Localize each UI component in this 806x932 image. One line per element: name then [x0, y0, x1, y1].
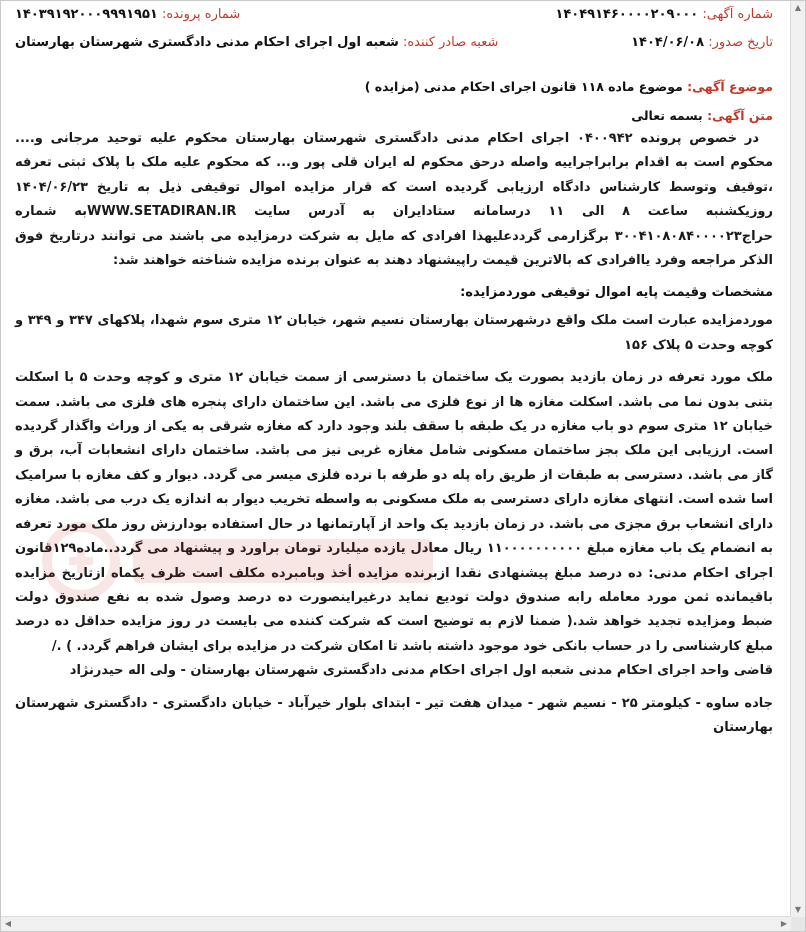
ad-page — [1, 1, 791, 917]
subject-value: موضوع ماده ۱۱۸ قانون اجرای احکام مدنی (مزایده ) — [364, 79, 683, 94]
body-label-line — [15, 108, 773, 123]
body-label: متن آگهی: — [707, 108, 773, 123]
issuer-field — [15, 33, 498, 53]
paragraph-intro: در خصوص پرونده ۰۴۰۰۹۴۲ اجرای احکام مدنی دادگستری شهرستان بهارستان محکوم علیه توحید مرجانی و.... محکوم است به اقدام برابراجراییه واصله درحق محکوم له ایران قلی پور و... که محکوم علیه ملک با پلاک ثبتی تعرفه ،توقیف وتوسط کارشناس دادگاه ارزیابی گردیده است که قرار مزایده اموال توقیفی ذیل به تاریخ ۱۴۰۴/۰۶/۲۳ روزیکشنبه ساعت ۸ الی ۱۱ درسامانه ستادایران به آدرس سایت WWW.SETADIRAN.IRبه شماره حراج۳۰۰۴۱۰۸۰۸۴۰۰۰۰۲۳ برگزارمی گرددعلیهذا افرادی که مایل به شرکت درمزایده می باشند می توانند درتاریخ فوق الذکر مراجعه وفرد یاافرادی که بالاترین قیمت راپیشنهاد دهند به عنوان برنده مزایده شناخته خواهند شد: — [15, 131, 773, 269]
ad-number-value: ۱۴۰۴۹۱۴۶۰۰۰۰۲۰۹۰۰۰ — [555, 7, 699, 22]
issuer-value: شعبه اول اجرای احکام مدنی دادگستری شهرستان بهارستان — [15, 35, 399, 50]
ad-number-field — [555, 5, 773, 25]
address-line: جاده ساوه - کیلومتر ۲۵ - نسیم شهر - میدان هفت تیر - ابتدای بلوار خیرآباد - خیابان دادگستری - دادگستری شهرستان بهارستان — [15, 695, 773, 735]
date-field — [631, 33, 773, 53]
subject-label: موضوع آگهی: — [687, 79, 773, 94]
spacer — [15, 684, 773, 692]
paragraph-property: موردمزایده عبارت است ملک واقع درشهرستان بهارستان نسیم شهر، خیابان ۱۲ متری سوم شهدا، پلاکهای ۳۴۷ و ۳۴۹ و کوچه وحدت ۵ پلاک ۱۵۶ — [15, 313, 773, 353]
date-value: ۱۴۰۴/۰۶/۰۸ — [631, 35, 705, 50]
header-row-2 — [15, 33, 773, 53]
scroll-up-icon[interactable]: ▲ — [794, 3, 802, 12]
scroll-right-icon[interactable]: ▶ — [780, 919, 788, 928]
body-opening: بسمه تعالی — [631, 108, 703, 123]
scroll-down-icon[interactable]: ▼ — [794, 905, 802, 914]
file-number-value: ۱۴۰۳۹۱۹۲۰۰۰۹۹۹۱۹۵۱ — [15, 7, 158, 22]
subject-line — [15, 79, 773, 94]
header-row-1 — [15, 5, 773, 25]
scrollbar-corner — [791, 917, 805, 931]
horizontal-scrollbar[interactable] — [1, 916, 791, 931]
file-number-field — [15, 5, 240, 25]
issuer-label: شعبه صادر کننده: — [402, 35, 499, 50]
scroll-left-icon[interactable]: ◀ — [4, 919, 12, 928]
spacer — [15, 358, 773, 366]
date-label: تاریخ صدور: — [708, 35, 773, 50]
ad-number-label: شماره آگهی: — [702, 7, 773, 22]
file-number-label: شماره پرونده: — [161, 7, 241, 22]
paragraph-details: ملک مورد تعرفه در زمان بازدید بصورت یک ساختمان با دسترسی از سمت خیابان ۱۲ متری و کوچه وحدت ۵ با اسکلت بتنی بدون نما می باشد. اسکلت مغازه ها از نوع فلزی می باشد. این ساختمان دارای پنجره های فلزی می باشد. سمت خیابان ۱۲ متری سوم دو باب مغازه در یک طبقه با سقف بلند وجود دارد که مغازه شرقی به یکی از وراث واگذار گردیده است. ارزیابی این ملک بجز ساختمان مسکونی شامل مغازه غربی نیز می باشد. ساختمان دارای انشعابات آب، برق و گاز می باشد. دسترسی به طبقات از طریق راه پله دو طرفه با نرده فلزی میسر می گردد. دیوار و کف مغازه با سرامیک اسا شده است. انتهای مغازه دارای دسترسی به ملک مسکونی به واسطه تخریب دیوار به اندازه یک درب می باشد. مغازه دارای انشعاب برق مجزی می باشد. در زمان بازدید یک واحد از آپارتمانها در حال استفاده بودارزش روز ملک مورد تعرفه به انضمام یک باب مغازه مبلغ ۱۱۰۰۰۰۰۰۰۰۰۰ ریال معادل یازده میلیارد تومان براورد و پیشنهاد می گردد..ماده۱۲۹قانون اجرای احکام مدنی: ده درصد مبلغ پیشنهادی نقدا ازبرنده مزایده أخذ وبامبرده مکلف است ظرف یکماه ازتاریخ مزایده باقیمانده ثمن مورد معامله رابه صندوق دولت تودیع نماید درغیراینصورت ده درصد وصول شده به نفع صندوق دولت ضبط ومزایده تجدید خواهد شد.( ضمنا لازم به توضیح است که شرکت کننده می بایست در روز مزایده حداقل ده درصد مبلغ کارشناسی را در حساب بانکی خود موجود داشته باشد تا امکان شرکت در مزایده برای ایشان فراهم گردد. ) ./ — [15, 370, 773, 654]
vertical-scrollbar[interactable] — [790, 1, 805, 917]
signature-line: قاضی واحد اجرای احکام مدنی شعبه اول اجرای احکام مدنی دادگستری شهرستان بهارستان - ولی اله حیدرنژاد — [69, 663, 773, 679]
spec-heading: مشخصات وقیمت پایه اموال توقیفی موردمزایده: — [460, 285, 773, 301]
